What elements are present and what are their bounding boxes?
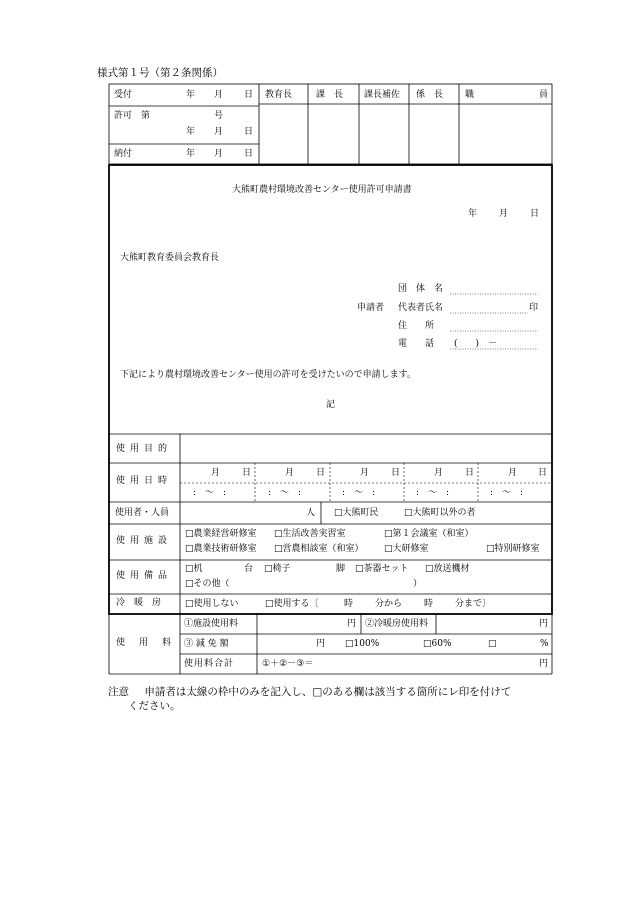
note-label: 注意 (108, 686, 129, 698)
note (108, 687, 511, 698)
application-month: 月 (499, 209, 509, 219)
equip-tea-checkbox[interactable]: □茶器セット (355, 564, 409, 574)
dt4-time: : ～ : (416, 488, 450, 498)
hvac-from-minute: 分から (375, 599, 403, 609)
datetime-label: 使用日時 (116, 476, 173, 486)
hvac-no-checkbox[interactable]: □使用しない (185, 599, 239, 609)
fee-total-label: 使用料合計 (184, 659, 235, 669)
approver-superintendent: 教育長 (265, 90, 293, 100)
equip-other-checkbox[interactable]: □その他（ (185, 579, 230, 589)
equip-desk-checkbox[interactable]: □机 (185, 564, 203, 574)
fee-total-yen: 円 (539, 659, 549, 669)
approver-deputy-chief: 課長補佐 (364, 90, 401, 100)
dt5-month: 月 (508, 468, 518, 478)
application-year: 年 (468, 209, 478, 219)
hvac-from-hour: 時 (344, 599, 354, 609)
received-day: 日 (244, 90, 254, 100)
received-month: 月 (214, 90, 224, 100)
reduction-other-checkbox[interactable]: □ (488, 639, 497, 649)
paid-month: 月 (214, 149, 224, 159)
facility-option-5[interactable]: □営農相談室（和室） (274, 544, 364, 554)
dt3-day: 日 (391, 468, 401, 478)
dt3-month: 月 (360, 468, 370, 478)
group-name-label: 団 体 名 (398, 284, 444, 294)
facility-option-1[interactable]: □農業経営研修室 (185, 529, 257, 539)
hvac-to-hour: 時 (424, 599, 434, 609)
purpose-label (116, 445, 174, 454)
reduction-percent: % (540, 639, 549, 649)
facility-option-6[interactable]: □大研修室 (384, 544, 429, 554)
fee-label: 使用料 (116, 638, 186, 648)
phone-label: 電 話 (398, 339, 435, 349)
paid-year: 年 (186, 149, 196, 159)
dt2-day: 日 (316, 468, 326, 478)
equip-broadcast-checkbox[interactable]: □放送機材 (425, 564, 470, 574)
dt2-month: 月 (285, 468, 295, 478)
form-number: 様式第１号（第２条関係） (97, 67, 223, 79)
note-line2: ください。 (128, 700, 181, 712)
persons-unit: 人 (306, 508, 316, 518)
application-day: 日 (530, 209, 540, 219)
facility-label: 使用施設 (116, 536, 173, 546)
phone-format: ( ) － (454, 339, 498, 349)
non-resident-checkbox[interactable]: □大熊町以外の者 (404, 508, 476, 518)
address-label: 住 所 (398, 321, 435, 331)
hvac-label: 冷暖房 (116, 598, 171, 608)
resident-checkbox[interactable]: □大熊町民 (334, 508, 379, 518)
fee-hvac-label: ②冷暖房使用料 (365, 619, 429, 629)
received-year: 年 (186, 90, 196, 100)
approver-section-chief: 課 長 (316, 90, 344, 100)
fee-facility-yen: 円 (347, 619, 357, 629)
fee-facility-label: ①施設使用料 (184, 619, 239, 629)
reduction-60-checkbox[interactable]: □60% (423, 639, 452, 649)
equip-other-close: ） (413, 579, 423, 589)
fee-total-formula: ①＋②－③＝ (262, 659, 314, 669)
equip-desk-unit: 台 (244, 564, 254, 574)
dt4-day: 日 (465, 468, 475, 478)
facility-option-3[interactable]: □第１会議室（和室） (384, 529, 474, 539)
fee-reduction-label: ③ 減 免 額 (184, 639, 229, 649)
applicant-label: 申請者 (357, 303, 385, 313)
application-title: 大熊町農村環境改善センター使用許可申請書 (232, 185, 412, 195)
staff-label: 職 (465, 90, 475, 100)
hvac-yes-checkbox[interactable]: □使用する〔 (265, 599, 319, 609)
received-label: 受付 (114, 90, 133, 100)
reduction-100-checkbox[interactable]: □100% (345, 639, 380, 649)
permit-day: 日 (244, 127, 254, 137)
dt5-time: : ～ : (490, 488, 524, 498)
approver-subsection-chief: 係 長 (416, 90, 444, 100)
permit-month: 月 (214, 127, 224, 137)
permit-year: 年 (186, 127, 196, 137)
equipment-label: 使用備品 (116, 571, 173, 581)
seal-mark: 印 (529, 303, 539, 313)
equip-chair-unit: 脚 (336, 564, 346, 574)
facility-option-4[interactable]: □農業技術研修室 (185, 544, 257, 554)
fee-hvac-yen: 円 (539, 619, 549, 629)
dt1-day: 日 (242, 468, 252, 478)
users-label: 使用者・人員 (115, 508, 170, 518)
dt5-day: 日 (538, 468, 548, 478)
permit-label: 許可 第 (114, 111, 151, 121)
equip-chair-checkbox[interactable]: □椅子 (264, 564, 291, 574)
dt1-month: 月 (211, 468, 221, 478)
permit-number-suffix: 号 (214, 111, 224, 121)
dt4-month: 月 (434, 468, 444, 478)
paid-label: 納付 (114, 149, 133, 159)
ki-mark: 記 (326, 400, 336, 410)
staff-suffix: 員 (539, 90, 549, 100)
facility-option-7[interactable]: □特別研修室 (486, 544, 540, 554)
fee-reduction-yen: 円 (316, 639, 326, 649)
dt2-time: : ～ : (268, 488, 302, 498)
request-text: 下記により農村環境改善センター使用の許可を受けたいので申請します。 (120, 370, 416, 380)
hvac-to-minute: 分まで〕 (455, 599, 492, 609)
note-line1: 申請者は太線の枠中のみを記入し、□のある欄は該当する箇所にレ印を付けて (144, 686, 512, 698)
addressee: 大熊町教育委員会教育長 (120, 253, 220, 263)
facility-option-2[interactable]: □生活改善実習室 (274, 529, 346, 539)
dt1-time: : ～ : (193, 488, 227, 498)
paid-day: 日 (244, 149, 254, 159)
dt3-time: : ～ : (342, 488, 376, 498)
purpose-label-text: 使用目的 (116, 444, 173, 454)
rep-name-label: 代表者氏名 (398, 303, 444, 313)
